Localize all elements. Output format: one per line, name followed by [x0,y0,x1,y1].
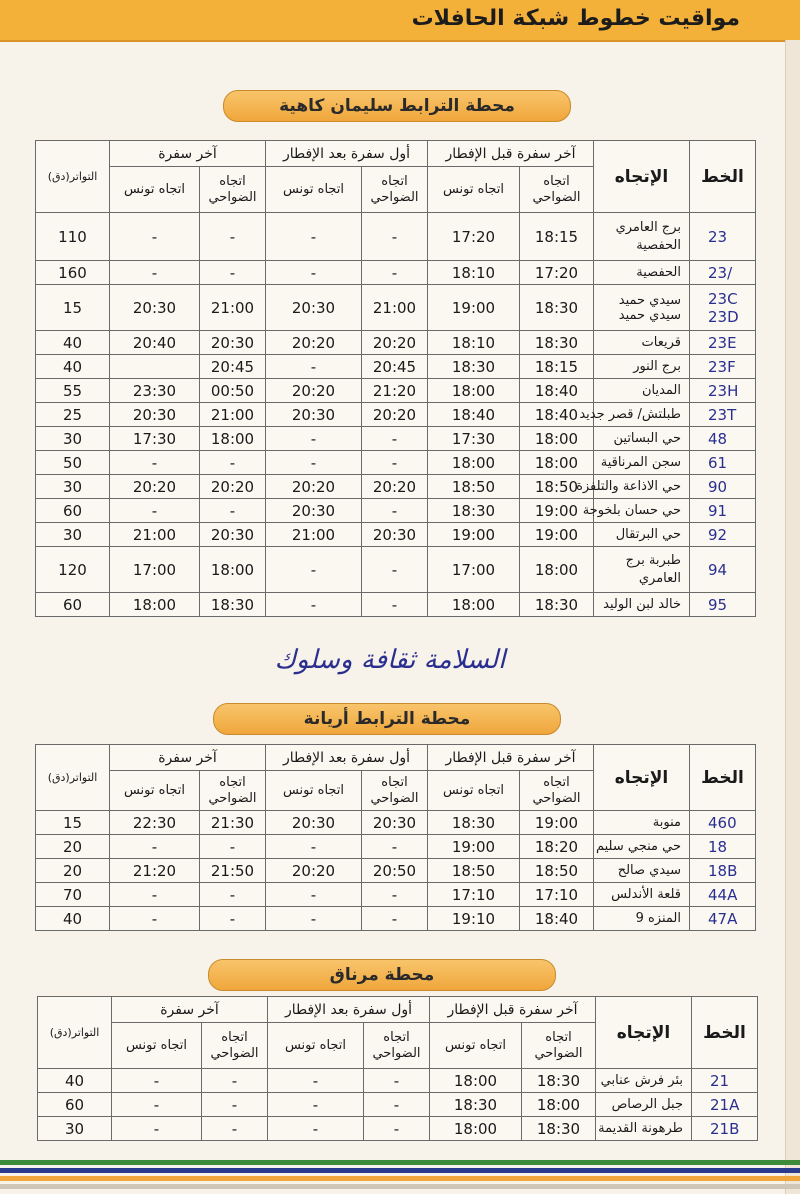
time-cell: 17:00 [428,547,520,593]
time-cell: 18:30 [428,811,520,835]
time-cell: 18:20 [520,835,594,859]
header-to-tunis: اتجاه تونس [110,771,200,811]
time-cell: 21:30 [200,811,266,835]
header-to-tunis: اتجاه تونس [430,1023,522,1069]
line-number: 23F [690,355,756,379]
direction-name: طبلتش/ قصر جديد [594,403,690,427]
time-cell: - [200,213,266,261]
section-title-soliman: محطة الترابط سليمان كاهية [223,90,571,122]
time-cell: 18:30 [428,355,520,379]
time-cell: 18:00 [428,379,520,403]
direction-name: حي الاذاعة والتلفزة [594,475,690,499]
time-cell: 20:20 [362,403,428,427]
table-row [36,499,756,523]
time-cell: 18:00 [430,1117,522,1141]
header-to-suburbs: اتجاه الضواحي [362,771,428,811]
table-row [36,859,756,883]
table-row [36,379,756,403]
table-row [38,1069,758,1093]
table-row [36,883,756,907]
frequency-cell: 160 [36,261,110,285]
time-cell: 18:00 [430,1069,522,1093]
time-cell: 21:00 [362,285,428,331]
schedule-table-soliman [35,140,756,617]
time-cell: - [266,261,362,285]
direction-name: طبربة برج العامري [594,547,690,593]
time-cell: 21:00 [266,523,362,547]
time-cell: - [364,1069,430,1093]
frequency-cell: 40 [38,1069,112,1093]
time-cell: 21:00 [200,403,266,427]
line-number: 18B [690,859,756,883]
time-cell: 18:10 [428,261,520,285]
time-cell: - [200,883,266,907]
header-to-suburbs: اتجاه الضواحي [200,771,266,811]
time-cell: 20:30 [200,331,266,355]
line-number: 48 [690,427,756,451]
time-cell: - [268,1069,364,1093]
line-number: 91 [690,499,756,523]
direction-name: حي منجي سليم [594,835,690,859]
time-cell: 17:00 [110,547,200,593]
time-cell: 17:30 [110,427,200,451]
time-cell: 20:30 [200,523,266,547]
header-last-trip: آخر سفرة [110,141,266,167]
line-number: 23/ [690,261,756,285]
direction-name: حي حسان بلخوجة [594,499,690,523]
line-number: 92 [690,523,756,547]
page-header [0,0,800,42]
time-cell: - [200,451,266,475]
frequency-cell: 60 [38,1093,112,1117]
time-cell: 00:50 [200,379,266,403]
table-row [36,331,756,355]
time-cell: 18:00 [522,1093,596,1117]
frequency-cell: 40 [36,331,110,355]
header-to-suburbs: اتجاه الضواحي [200,167,266,213]
time-cell: 21:20 [362,379,428,403]
direction-name: سيدي حميد سيدي حميد [594,285,690,331]
page-edge-strip [785,40,800,1194]
time-cell: 18:10 [428,331,520,355]
line-number: 94 [690,547,756,593]
time-cell: - [362,213,428,261]
time-cell: - [362,907,428,931]
time-cell: - [112,1093,202,1117]
line-number: 23 [690,213,756,261]
time-cell: - [202,1069,268,1093]
time-cell: 18:30 [200,593,266,617]
time-cell: 20:20 [266,475,362,499]
time-cell: - [266,593,362,617]
frequency-cell: 110 [36,213,110,261]
table-row [36,451,756,475]
section-title-ariana: محطة الترابط أريانة [213,703,561,735]
time-cell: 20:50 [362,859,428,883]
table-row [36,835,756,859]
time-cell: 17:30 [428,427,520,451]
time-cell: 19:00 [520,499,594,523]
frequency-cell: 120 [36,547,110,593]
direction-name: بئر فرش عنابي [596,1069,692,1093]
time-cell: 19:00 [520,523,594,547]
time-cell: - [112,1069,202,1093]
time-cell: - [268,1117,364,1141]
line-number: 23E [690,331,756,355]
header-first-after-iftar: أول سفرة بعد الإفطار [266,745,428,771]
time-cell: 18:50 [428,475,520,499]
header-to-tunis: اتجاه تونس [110,167,200,213]
time-cell: - [362,261,428,285]
time-cell: 20:30 [266,285,362,331]
time-cell: - [202,1093,268,1117]
table-row [36,907,756,931]
time-cell: 20:30 [362,811,428,835]
time-cell: - [202,1117,268,1141]
time-cell: - [362,427,428,451]
time-cell: 18:00 [520,547,594,593]
time-cell: 20:20 [362,331,428,355]
time-cell: 20:45 [362,355,428,379]
time-cell: 20:20 [200,475,266,499]
schedule-table-mornag [37,996,758,1141]
time-cell: 17:20 [520,261,594,285]
header-frequency: التواتر(دق) [38,997,112,1069]
time-cell: 20:30 [110,285,200,331]
header-frequency: التواتر(دق) [36,141,110,213]
time-cell: 18:00 [520,427,594,451]
frequency-cell: 30 [38,1117,112,1141]
header-to-suburbs: اتجاه الضواحي [520,771,594,811]
safety-slogan: السلامة ثقافة وسلوك [274,645,506,675]
time-cell: - [266,883,362,907]
time-cell: 23:30 [110,379,200,403]
header-last-before-iftar: آخر سفرة قبل الإفطار [430,997,596,1023]
direction-name: المديان [594,379,690,403]
header-direction: الإتجاه [594,745,690,811]
header-last-trip: آخر سفرة [110,745,266,771]
line-number: 21A [692,1093,758,1117]
time-cell: 19:00 [428,835,520,859]
time-cell: 18:00 [110,593,200,617]
table-row [36,593,756,617]
header-to-tunis: اتجاه تونس [268,1023,364,1069]
frequency-cell: 30 [36,523,110,547]
time-cell: 18:40 [428,403,520,427]
direction-name: جبل الرصاص [596,1093,692,1117]
direction-name: حي البرتقال [594,523,690,547]
time-cell: 18:40 [520,403,594,427]
time-cell: 18:00 [200,427,266,451]
time-cell: - [112,1117,202,1141]
time-cell: - [200,835,266,859]
frequency-cell: 30 [36,427,110,451]
line-number: 47A [690,907,756,931]
time-cell: 18:50 [520,859,594,883]
time-cell: - [362,547,428,593]
frequency-cell: 30 [36,475,110,499]
header-to-suburbs: اتجاه الضواحي [520,167,594,213]
time-cell: 18:40 [520,907,594,931]
frequency-cell: 55 [36,379,110,403]
time-cell: 17:10 [520,883,594,907]
header-last-before-iftar: آخر سفرة قبل الإفطار [428,745,594,771]
time-cell: 18:30 [520,593,594,617]
time-cell: - [110,451,200,475]
header-first-after-iftar: أول سفرة بعد الإفطار [266,141,428,167]
time-cell: - [110,883,200,907]
header-to-suburbs: اتجاه الضواحي [202,1023,268,1069]
page-title: مواقيت خطوط شبكة الحافلات [411,6,740,31]
time-cell: 18:00 [520,451,594,475]
header-to-tunis: اتجاه تونس [266,771,362,811]
time-cell [110,355,200,379]
time-cell: - [110,261,200,285]
table-row [36,475,756,499]
direction-name: منوبة [594,811,690,835]
time-cell: - [362,499,428,523]
table-row [36,213,756,261]
frequency-cell: 25 [36,403,110,427]
header-line: الخط [690,745,756,811]
table-row [36,547,756,593]
header-line: الخط [692,997,758,1069]
time-cell: - [266,451,362,475]
time-cell: 21:00 [200,285,266,331]
time-cell: - [266,427,362,451]
time-cell: - [362,883,428,907]
header-to-suburbs: اتجاه الضواحي [362,167,428,213]
time-cell: 20:40 [110,331,200,355]
frequency-cell: 40 [36,355,110,379]
line-number: 44A [690,883,756,907]
line-number: 18 [690,835,756,859]
time-cell: 20:20 [266,379,362,403]
header-to-tunis: اتجاه تونس [112,1023,202,1069]
header-last-trip: آخر سفرة [112,997,268,1023]
direction-name: برج العامري الحفصية [594,213,690,261]
header-direction: الإتجاه [594,141,690,213]
time-cell: 22:30 [110,811,200,835]
line-number: 95 [690,593,756,617]
line-number: 21B [692,1117,758,1141]
table-row [36,285,756,331]
time-cell: 18:50 [428,859,520,883]
time-cell: - [110,835,200,859]
time-cell: 18:30 [430,1093,522,1117]
line-number: 23T [690,403,756,427]
time-cell: 18:30 [520,285,594,331]
direction-name: المنزه 9 [594,907,690,931]
line-number: 90 [690,475,756,499]
time-cell: 18:30 [522,1117,596,1141]
table-row [36,355,756,379]
direction-name: قريعات [594,331,690,355]
footer-stripes [0,1160,800,1194]
frequency-cell: 15 [36,811,110,835]
table-row [36,811,756,835]
direction-name: سيدي صالح [594,859,690,883]
direction-name: الحفصية [594,261,690,285]
time-cell: 20:30 [266,403,362,427]
direction-name: برج النور [594,355,690,379]
header-to-tunis: اتجاه تونس [266,167,362,213]
frequency-cell: 60 [36,499,110,523]
time-cell: 20:30 [266,499,362,523]
time-cell: 17:20 [428,213,520,261]
time-cell: 18:40 [520,379,594,403]
time-cell: - [110,907,200,931]
header-to-suburbs: اتجاه الضواحي [364,1023,430,1069]
time-cell: 19:00 [428,523,520,547]
time-cell: 21:20 [110,859,200,883]
table-row [36,427,756,451]
time-cell: 18:00 [428,451,520,475]
time-cell: 19:00 [520,811,594,835]
time-cell: - [266,213,362,261]
frequency-cell: 50 [36,451,110,475]
time-cell: 19:00 [428,285,520,331]
time-cell: - [364,1117,430,1141]
time-cell: - [362,835,428,859]
header-to-tunis: اتجاه تونس [428,771,520,811]
time-cell: - [110,213,200,261]
time-cell: 18:30 [428,499,520,523]
time-cell: 20:20 [110,475,200,499]
time-cell: 20:20 [266,859,362,883]
time-cell: - [110,499,200,523]
table-row [36,403,756,427]
header-frequency: التواتر(دق) [36,745,110,811]
time-cell: 18:15 [520,355,594,379]
time-cell: 18:00 [200,547,266,593]
time-cell: 19:10 [428,907,520,931]
time-cell: - [266,835,362,859]
header-line: الخط [690,141,756,213]
direction-name: طرهونة القديمة [596,1117,692,1141]
direction-name: قلعة الأندلس [594,883,690,907]
time-cell: 18:00 [428,593,520,617]
time-cell: 21:50 [200,859,266,883]
line-number: 21 [692,1069,758,1093]
time-cell: 18:15 [520,213,594,261]
time-cell: - [266,907,362,931]
time-cell: - [362,593,428,617]
header-to-tunis: اتجاه تونس [428,167,520,213]
time-cell: - [268,1093,364,1117]
direction-name: سجن المرناقية [594,451,690,475]
time-cell: 17:10 [428,883,520,907]
frequency-cell: 20 [36,859,110,883]
header-to-suburbs: اتجاه الضواحي [522,1023,596,1069]
header-first-after-iftar: أول سفرة بعد الإفطار [268,997,430,1023]
table-row [38,1117,758,1141]
time-cell: - [200,261,266,285]
time-cell: - [200,499,266,523]
time-cell: 20:30 [266,811,362,835]
header-last-before-iftar: آخر سفرة قبل الإفطار [428,141,594,167]
frequency-cell: 60 [36,593,110,617]
frequency-cell: 15 [36,285,110,331]
time-cell: 20:30 [362,523,428,547]
time-cell: 18:50 [520,475,594,499]
direction-name: حي البساتين [594,427,690,451]
line-number: 23C 23D [690,285,756,331]
frequency-cell: 70 [36,883,110,907]
table-row [36,523,756,547]
header-direction: الإتجاه [596,997,692,1069]
time-cell: - [364,1093,430,1117]
table-row [36,261,756,285]
time-cell: 20:20 [362,475,428,499]
time-cell: 21:00 [110,523,200,547]
time-cell: - [266,355,362,379]
line-number: 61 [690,451,756,475]
section-title-mornag: محطة مرناق [208,959,556,991]
time-cell: 18:30 [522,1069,596,1093]
frequency-cell: 20 [36,835,110,859]
time-cell: 20:20 [266,331,362,355]
direction-name: خالد لبن الوليد [594,593,690,617]
time-cell: 18:30 [520,331,594,355]
time-cell: - [362,451,428,475]
frequency-cell: 40 [36,907,110,931]
time-cell: - [200,907,266,931]
time-cell: 20:30 [110,403,200,427]
line-number: 460 [690,811,756,835]
time-cell: - [266,547,362,593]
schedule-table-ariana [35,744,756,931]
table-row [38,1093,758,1117]
time-cell: 20:45 [200,355,266,379]
line-number: 23H [690,379,756,403]
